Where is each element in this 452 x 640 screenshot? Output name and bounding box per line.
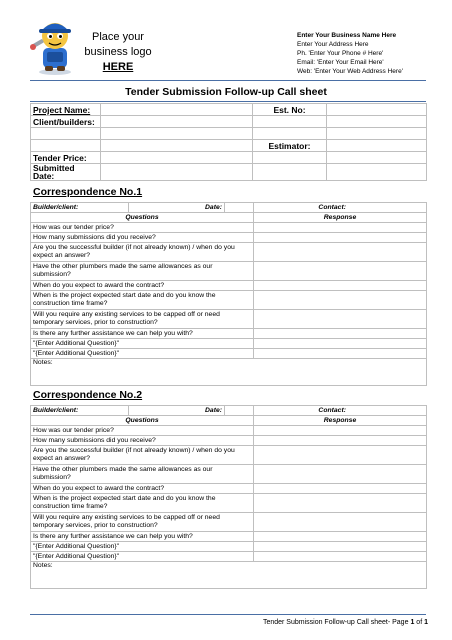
table-row (31, 494, 427, 513)
blank-cell (101, 140, 253, 152)
question-text: Are you the successful builder (if not already known) / when do you expect an answer? (31, 446, 254, 465)
blank-cell (253, 116, 327, 128)
footer-text: Tender Submission Follow-up Call sheet- Page (262, 619, 409, 626)
footer-of: of (416, 619, 423, 626)
page-title: Tender Submission Follow-up Call sheet (125, 86, 327, 98)
response-field[interactable] (254, 436, 427, 446)
blank-cell (327, 152, 427, 164)
builder-label: Builder/client: (31, 406, 129, 416)
table-row (31, 552, 427, 562)
table-row (31, 542, 427, 552)
notes-label: Notes: (33, 562, 53, 569)
date-field[interactable] (225, 406, 254, 416)
plumber-mascot-icon (30, 12, 80, 76)
table-row (31, 310, 427, 329)
blank-cell (327, 128, 427, 140)
response-field[interactable] (254, 223, 427, 233)
logo-line-3: HERE (102, 61, 134, 73)
table-row (31, 446, 427, 465)
logo-placeholder (78, 30, 158, 75)
blank-cell (253, 128, 327, 140)
correspondence-table (30, 405, 427, 589)
question-text: "{Enter Additional Question}" (31, 552, 254, 562)
response-field[interactable] (254, 262, 427, 281)
question-text: Have the other plumbers made the same allowances as our submission? (31, 465, 254, 484)
notes-field[interactable] (31, 359, 427, 386)
question-text: When is the project expected start date and do you know the construction time frame? (31, 291, 254, 310)
estimator-field[interactable] (327, 140, 427, 152)
blank-cell (31, 140, 101, 152)
table-row (31, 329, 427, 339)
response-field[interactable] (254, 329, 427, 339)
blank-cell (253, 164, 327, 181)
footer-page: 1 (410, 619, 415, 626)
question-text: How was our tender price? (31, 223, 254, 233)
blank-cell (31, 128, 101, 140)
question-text: "{Enter Additional Question}" (31, 339, 254, 349)
table-row (31, 262, 427, 281)
response-header: Response (254, 416, 427, 426)
question-text: How many submissions did you receive? (31, 436, 254, 446)
response-field[interactable] (254, 233, 427, 243)
question-text: When do you expect to award the contract? (31, 484, 254, 494)
date-label: Date: (129, 203, 225, 213)
business-address: Enter Your Address Here (297, 41, 369, 48)
response-field[interactable] (254, 494, 427, 513)
question-text: Are you the successful builder (if not already known) / when do you expect an answer? (31, 243, 254, 262)
correspondence-table (30, 202, 427, 386)
response-field[interactable] (254, 349, 427, 359)
response-field[interactable] (254, 513, 427, 532)
logo-line-2: business logo (84, 46, 152, 58)
table-row (31, 281, 427, 291)
header-divider (30, 80, 426, 81)
contact-label: Contact: (254, 406, 427, 416)
submitted-date-label: Submitted Date: (31, 164, 101, 181)
correspondence-heading: Correspondence No.1 (33, 186, 143, 198)
table-row (31, 223, 427, 233)
footer-divider (30, 614, 426, 615)
tender-price-field[interactable] (101, 152, 253, 164)
estimator-label: Estimator: (253, 140, 327, 152)
notes-label: Notes: (33, 359, 53, 366)
blank-cell (101, 128, 253, 140)
question-text: Is there any further assistance we can help you with? (31, 329, 254, 339)
business-web: Web: 'Enter Your Web Address Here' (297, 68, 403, 75)
response-field[interactable] (254, 465, 427, 484)
table-row (31, 349, 427, 359)
builder-label: Builder/client: (31, 203, 129, 213)
project-name-label: Project Name: (31, 104, 101, 116)
question-text: How many submissions did you receive? (31, 233, 254, 243)
business-info (297, 31, 403, 76)
project-name-field[interactable] (101, 104, 253, 116)
date-field[interactable] (225, 203, 254, 213)
table-row (31, 484, 427, 494)
contact-label: Contact: (254, 203, 427, 213)
response-field[interactable] (254, 542, 427, 552)
question-text: When do you expect to award the contract? (31, 281, 254, 291)
table-row (31, 291, 427, 310)
table-row (31, 436, 427, 446)
response-field[interactable] (254, 281, 427, 291)
table-row (31, 426, 427, 436)
response-field[interactable] (254, 243, 427, 262)
business-phone: Ph. 'Enter Your Phone # Here' (297, 50, 384, 57)
logo-line-1: Place your (92, 31, 144, 43)
response-field[interactable] (254, 310, 427, 329)
correspondence-heading: Correspondence No.2 (33, 389, 143, 401)
blank-cell (327, 116, 427, 128)
question-text: Will you require any existing services to be capped off or need temporary services, prior to construction? (31, 513, 254, 532)
business-name: Enter Your Business Name Here (297, 32, 397, 39)
response-field[interactable] (254, 484, 427, 494)
table-row (31, 465, 427, 484)
question-text: Have the other plumbers made the same allowances as our submission? (31, 262, 254, 281)
date-label: Date: (129, 406, 225, 416)
response-field[interactable] (254, 426, 427, 436)
table-row (31, 513, 427, 532)
page-footer (263, 619, 428, 626)
blank-cell (253, 152, 327, 164)
business-email: Email: 'Enter Your Email Here' (297, 59, 384, 66)
tender-price-label: Tender Price: (31, 152, 101, 164)
blank-cell (327, 164, 427, 181)
question-text: "{Enter Additional Question}" (31, 542, 254, 552)
client-label: Client/builders: (31, 116, 101, 128)
question-text: Will you require any existing services to be capped off or need temporary services, prior to construction? (31, 310, 254, 329)
response-field[interactable] (254, 446, 427, 465)
question-text: How was our tender price? (31, 426, 254, 436)
response-field[interactable] (254, 291, 427, 310)
footer-total: 1 (424, 619, 428, 626)
project-details-table (30, 103, 427, 181)
questions-header: Questions (31, 416, 254, 426)
questions-header: Questions (31, 213, 254, 223)
response-field[interactable] (254, 552, 427, 562)
table-row (31, 243, 427, 262)
response-field[interactable] (254, 339, 427, 349)
question-text: "{Enter Additional Question}" (31, 349, 254, 359)
title-divider (30, 101, 426, 102)
submitted-date-field[interactable] (101, 164, 253, 181)
table-row (31, 233, 427, 243)
question-text: Is there any further assistance we can help you with? (31, 532, 254, 542)
client-field[interactable] (101, 116, 253, 128)
est-no-field[interactable] (327, 104, 427, 116)
question-text: When is the project expected start date and do you know the construction time frame? (31, 494, 254, 513)
table-row (31, 339, 427, 349)
est-no-label: Est. No: (253, 104, 327, 116)
response-header: Response (254, 213, 427, 223)
table-row (31, 532, 427, 542)
response-field[interactable] (254, 532, 427, 542)
notes-field[interactable] (31, 562, 427, 589)
